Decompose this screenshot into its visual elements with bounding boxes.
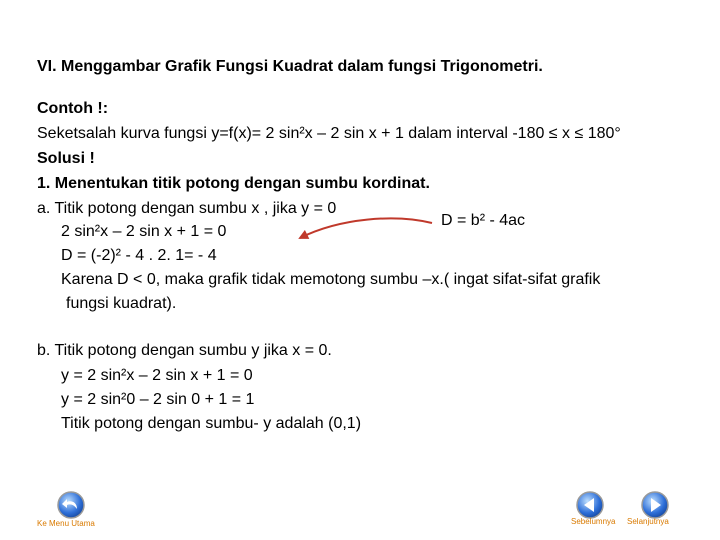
play-left-icon xyxy=(575,490,605,520)
part-b-heading: b. Titik potong dengan sumbu y jika x = 0. xyxy=(37,342,332,359)
problem-statement: Seketsalah kurva fungsi y=f(x)= 2 sin²x – 2 sin x + 1 dalam interval -180 ≤ x ≤ 180° xyxy=(37,125,621,142)
step-1-heading: 1. Menentukan titik potong dengan sumbu kordinat. xyxy=(37,175,430,192)
part-b-equation-2: y = 2 sin²0 – 2 sin 0 + 1 = 1 xyxy=(61,391,255,408)
part-b-result: Titik potong dengan sumbu- y adalah (0,1) xyxy=(61,415,362,432)
slide-title: VI. Menggambar Grafik Fungsi Kuadrat dalam fungsi Trigonometri. xyxy=(37,58,543,75)
discriminant-formula: D = b² - 4ac xyxy=(441,212,526,229)
example-label: Contoh !: xyxy=(37,100,109,117)
part-a-conclusion-line-1: Karena D < 0, maka grafik tidak memotong sumbu –x.( ingat sifat-sifat grafik xyxy=(61,271,601,288)
solution-label: Solusi ! xyxy=(37,150,95,167)
next-button[interactable] xyxy=(640,490,670,520)
next-label[interactable]: Selanjutnya xyxy=(627,517,669,526)
part-a-heading: a. Titik potong dengan sumbu x , jika y = 0 xyxy=(37,200,337,217)
home-label[interactable]: Ke Menu Utama xyxy=(37,519,95,528)
play-right-icon xyxy=(640,490,670,520)
previous-button[interactable] xyxy=(575,490,605,520)
part-a-equation-2: D = (-2)² - 4 . 2. 1= - 4 xyxy=(61,247,217,264)
part-b-equation-1: y = 2 sin²x – 2 sin x + 1 = 0 xyxy=(61,367,253,384)
part-a-equation-1: 2 sin²x – 2 sin x + 1 = 0 xyxy=(61,223,227,240)
return-arrow-icon xyxy=(56,490,86,520)
home-button[interactable] xyxy=(56,490,86,520)
part-a-conclusion-line-2: fungsi kuadrat). xyxy=(66,295,177,312)
previous-label[interactable]: Sebelumnya xyxy=(571,517,616,526)
